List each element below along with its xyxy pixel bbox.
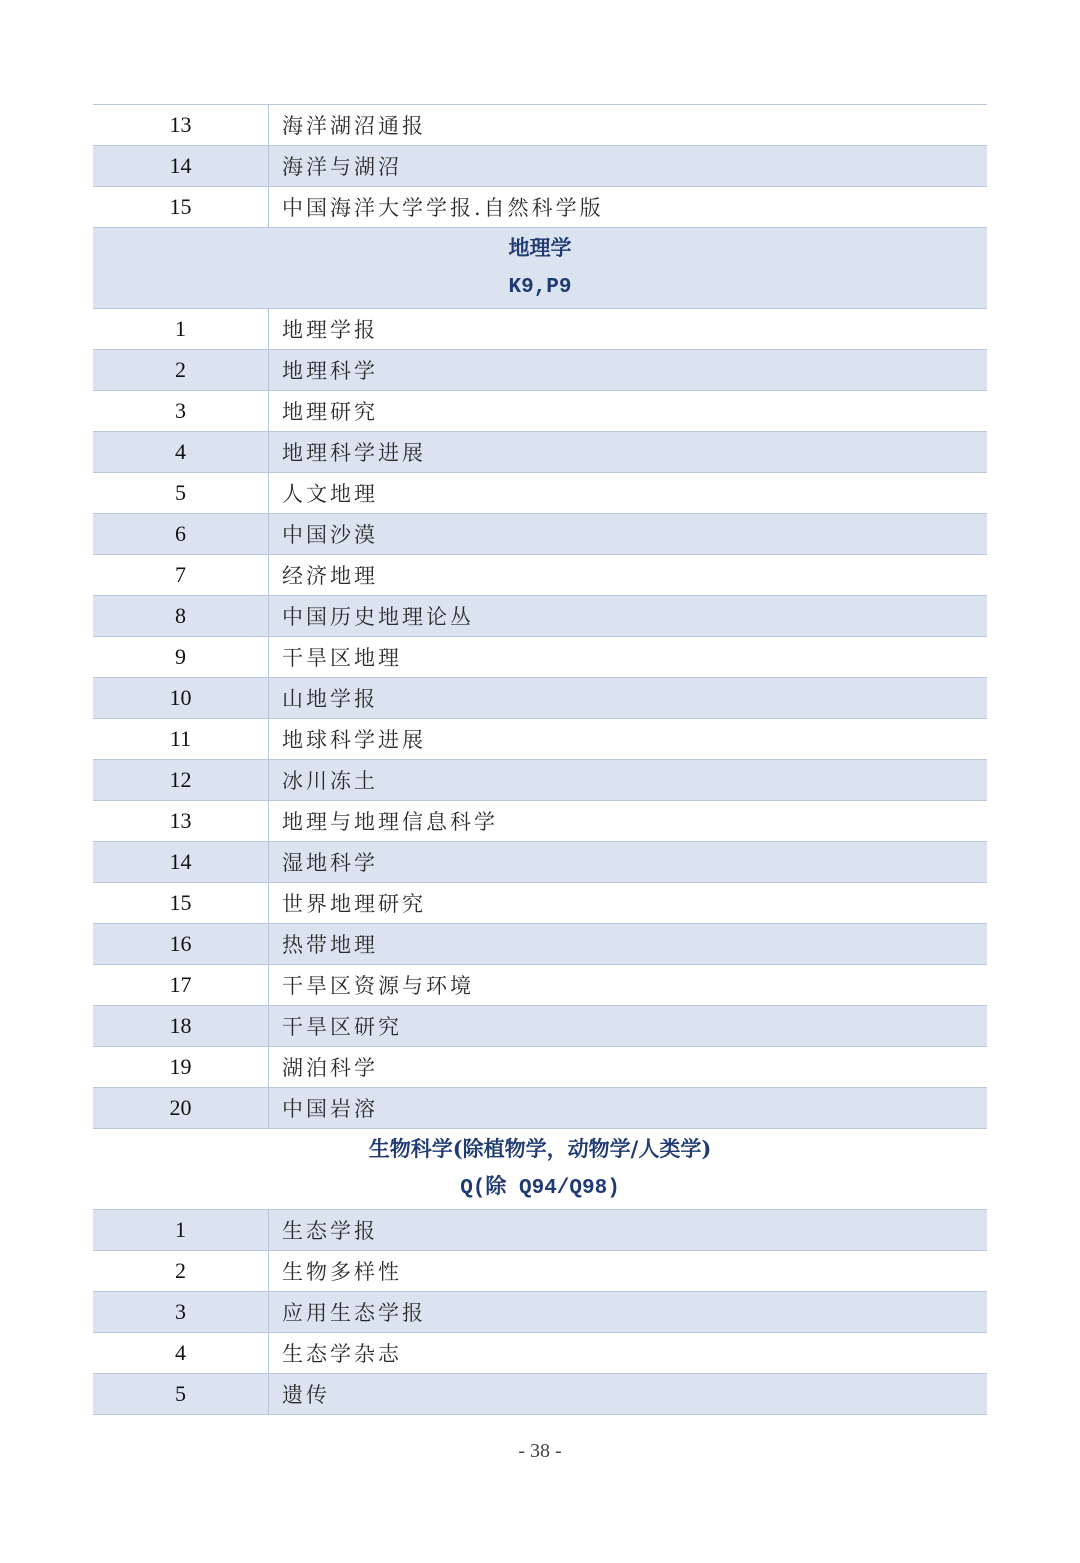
journal-title: 干旱区研究	[282, 1015, 402, 1039]
table-row	[93, 965, 987, 1006]
row-number: 17	[93, 965, 269, 1005]
table-row	[93, 1088, 987, 1129]
table-row	[93, 514, 987, 555]
journal-title: 地理与地理信息科学	[282, 810, 498, 834]
table-row	[93, 1006, 987, 1047]
table-row	[93, 637, 987, 678]
journal-title: 地理研究	[282, 400, 378, 424]
row-number: 15	[93, 883, 269, 923]
journal-title: 人文地理	[282, 482, 378, 506]
journal-title: 干旱区地理	[282, 646, 402, 670]
row-number: 4	[93, 1333, 269, 1373]
row-number: 12	[93, 760, 269, 800]
row-number: 5	[93, 473, 269, 513]
row-number: 16	[93, 924, 269, 964]
table-row	[93, 842, 987, 883]
table-row	[93, 473, 987, 514]
row-number: 14	[93, 842, 269, 882]
table-row	[93, 760, 987, 801]
table-row	[93, 555, 987, 596]
journal-title: 地理科学进展	[282, 441, 426, 465]
table-row	[93, 924, 987, 965]
table-row	[93, 309, 987, 350]
journal-title: 中国岩溶	[282, 1097, 378, 1121]
section-header-geography	[93, 228, 987, 309]
journal-title: 地理学报	[282, 318, 378, 342]
journal-title: 冰川冻土	[282, 769, 378, 793]
row-number: 3	[93, 1292, 269, 1332]
table-row	[93, 187, 987, 228]
row-number: 15	[93, 187, 269, 227]
row-number: 3	[93, 391, 269, 431]
table-row	[93, 1047, 987, 1088]
journal-title: 地理科学	[282, 359, 378, 383]
journal-title: 海洋湖沼通报	[282, 114, 426, 138]
row-number: 14	[93, 146, 269, 186]
row-number: 6	[93, 514, 269, 554]
row-number: 5	[93, 1374, 269, 1414]
row-number: 10	[93, 678, 269, 718]
table-row	[93, 678, 987, 719]
journal-title: 山地学报	[282, 687, 378, 711]
journal-title: 干旱区资源与环境	[282, 974, 474, 998]
table-row	[93, 391, 987, 432]
table-row	[93, 432, 987, 473]
row-number: 13	[93, 105, 269, 145]
row-number: 2	[93, 350, 269, 390]
journal-title: 热带地理	[282, 933, 378, 957]
table-row	[93, 1251, 987, 1292]
journal-title: 湖泊科学	[282, 1056, 378, 1080]
journal-title: 中国海洋大学学报.自然科学版	[282, 196, 604, 220]
section-code: K9,P9	[508, 276, 572, 299]
row-number: 8	[93, 596, 269, 636]
row-number: 13	[93, 801, 269, 841]
row-number: 9	[93, 637, 269, 677]
journal-title: 生态学杂志	[282, 1342, 402, 1366]
section-code: Q(除 Q94/Q98)	[460, 1177, 620, 1200]
table-row	[93, 105, 987, 146]
table-row	[93, 596, 987, 637]
journal-title: 中国沙漠	[282, 523, 378, 547]
journal-title: 生物多样性	[282, 1260, 402, 1284]
journal-title: 生态学报	[282, 1219, 378, 1243]
journal-table	[93, 104, 987, 1415]
table-row	[93, 719, 987, 760]
table-row	[93, 883, 987, 924]
table-row	[93, 350, 987, 391]
section-title: 生物科学(除植物学，动物学/人类学)	[368, 1136, 712, 1161]
journal-title: 中国历史地理论丛	[282, 605, 474, 629]
journal-title: 世界地理研究	[282, 892, 426, 916]
table-row	[93, 1333, 987, 1374]
row-number: 4	[93, 432, 269, 472]
table-row	[93, 801, 987, 842]
row-number: 1	[93, 1210, 269, 1250]
row-number: 11	[93, 719, 269, 759]
journal-title: 湿地科学	[282, 851, 378, 875]
journal-title: 应用生态学报	[282, 1301, 426, 1325]
row-number: 2	[93, 1251, 269, 1291]
journal-title: 经济地理	[282, 564, 378, 588]
section-header-biology	[93, 1129, 987, 1210]
row-number: 20	[93, 1088, 269, 1128]
table-row	[93, 1292, 987, 1333]
journal-title: 地球科学进展	[282, 728, 426, 752]
table-row	[93, 1374, 987, 1415]
section-title: 地理学	[508, 235, 572, 260]
table-row	[93, 1210, 987, 1251]
row-number: 19	[93, 1047, 269, 1087]
row-number: 7	[93, 555, 269, 595]
row-number: 1	[93, 309, 269, 349]
journal-title: 遗传	[282, 1383, 330, 1407]
journal-title: 海洋与湖沼	[282, 155, 402, 179]
page-number: - 38 -	[518, 1440, 562, 1462]
row-number: 18	[93, 1006, 269, 1046]
table-row	[93, 146, 987, 187]
